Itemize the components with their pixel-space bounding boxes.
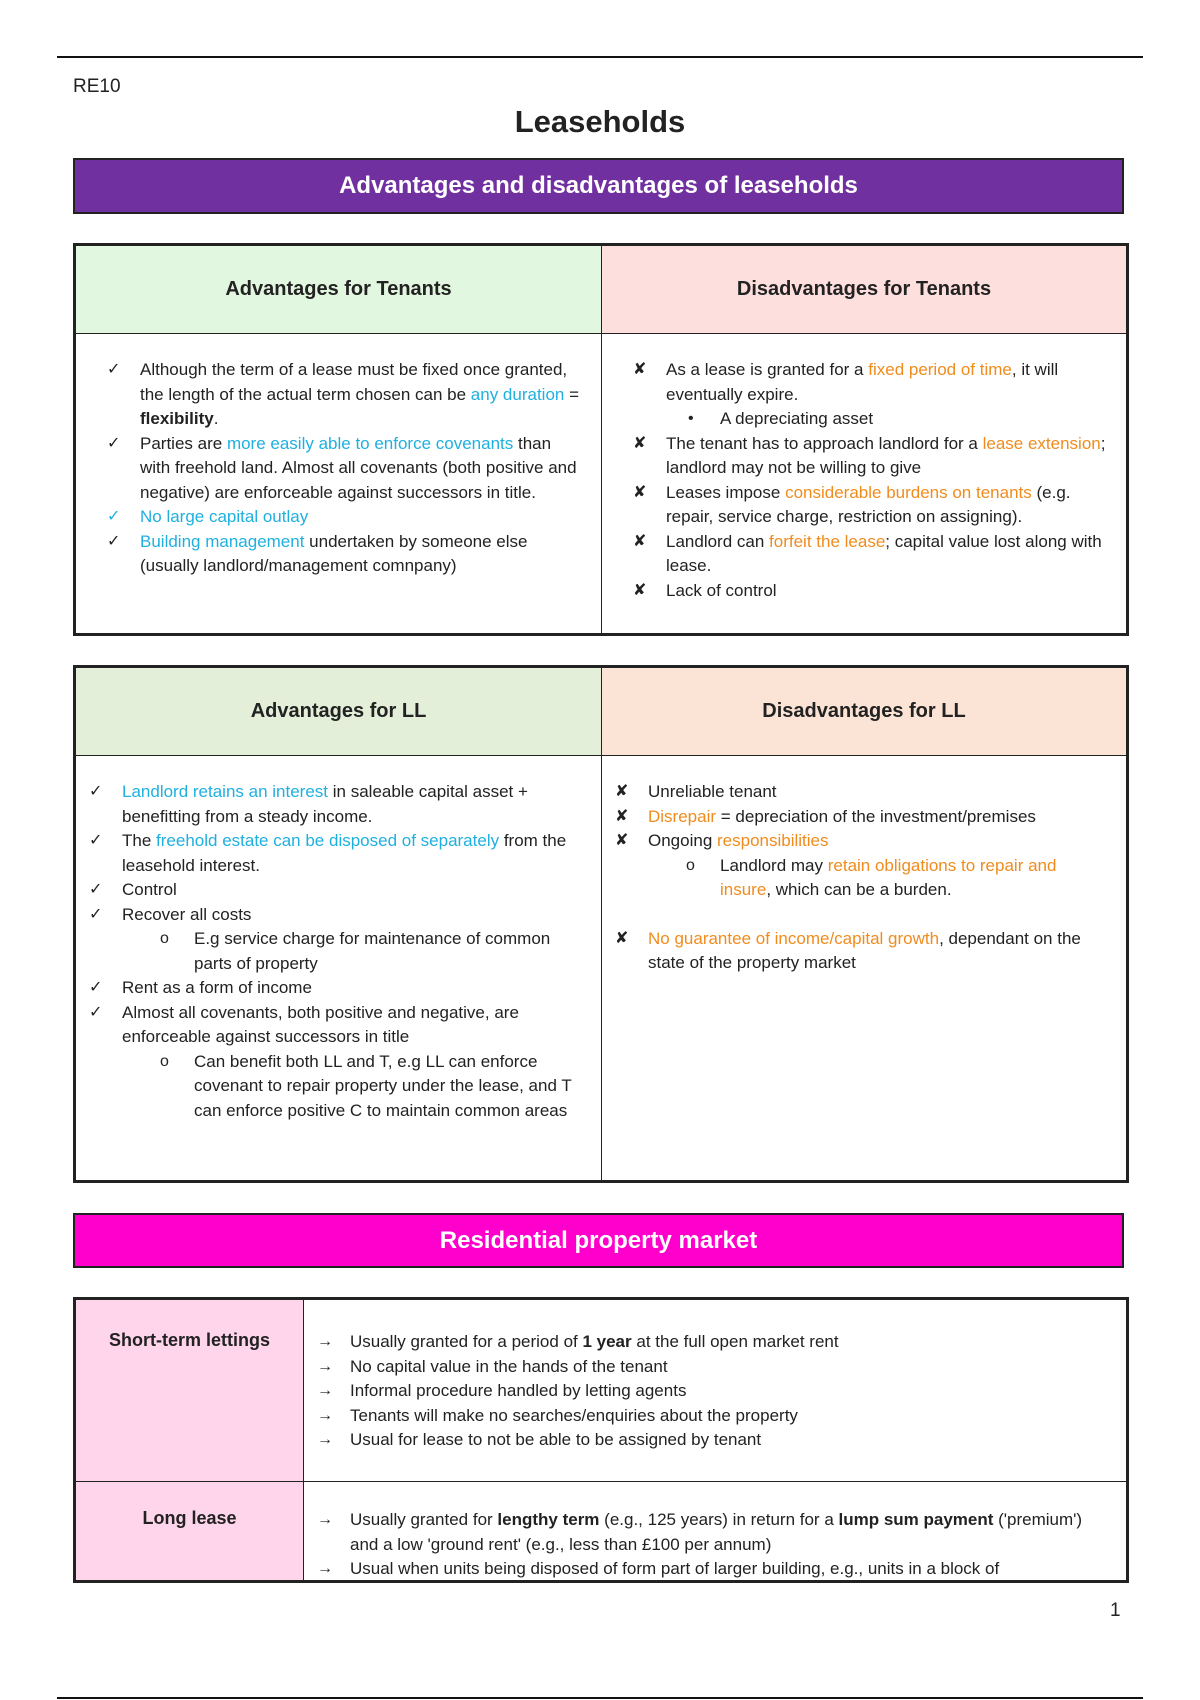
- check-icon: ✓: [89, 783, 103, 800]
- advantages-ll-cell: [76, 756, 602, 1181]
- header-disadvantages-ll: [602, 668, 1127, 756]
- item-text: ('premium') and a low 'ground rent' (e.g., less than £100 per annum): [350, 1510, 1083, 1554]
- item-text: Although the term of a lease must be fixed once granted, the length of the actual term chosen can be: [140, 360, 568, 404]
- item-text: Control: [122, 880, 177, 899]
- item-text: Ongoing: [648, 831, 717, 850]
- section-banner-advantages: [73, 158, 1124, 214]
- residential-table: [73, 1297, 1129, 1583]
- check-icon: ✓: [107, 532, 121, 550]
- arrow-icon: →: [317, 1406, 333, 1424]
- landlord-table: [73, 665, 1129, 1183]
- item-text: Landlord can: [666, 531, 770, 551]
- highlight-text: No large capital outlay: [140, 507, 309, 526]
- item-text: As a lease is granted for a: [666, 360, 869, 379]
- bold-text: lump sum payment: [838, 1510, 994, 1529]
- highlight-text: responsibilities: [717, 831, 829, 850]
- page-title: Leaseholds: [514, 104, 686, 139]
- short-term-cell: [304, 1300, 1127, 1482]
- circle-bullet-icon: o: [160, 1052, 169, 1070]
- bold-text: lengthy term: [497, 1510, 600, 1529]
- item-text: Usual for lease to not be able to be assigned by tenant: [350, 1430, 762, 1449]
- header-label: Disadvantages for Tenants: [736, 278, 992, 300]
- header-advantages-tenants: [76, 246, 602, 334]
- item-text: =: [564, 384, 580, 404]
- list-item: [89, 1001, 585, 1050]
- item-text: The: [122, 831, 157, 850]
- highlight-text: Building management: [140, 531, 305, 551]
- highlight-text: retain obligations to repair and insure: [720, 855, 1057, 899]
- item-text: Usually granted for: [350, 1510, 498, 1529]
- item-text: ; capital value lost along with lease.: [666, 531, 1102, 575]
- list-item: [633, 530, 1108, 579]
- disadvantages-ll-cell: [602, 756, 1127, 1181]
- section-banner-residential: [73, 1213, 1124, 1268]
- list-item: [317, 1428, 1110, 1453]
- item-text: , dependant on the state of the property market: [648, 928, 1081, 972]
- row-label: Short-term lettings: [108, 1330, 270, 1350]
- item-text: Unreliable tenant: [648, 782, 777, 801]
- highlight-text: forfeit the lease: [769, 531, 886, 551]
- check-icon: ✓: [89, 1003, 103, 1021]
- header-label: Advantages for LL: [250, 700, 427, 722]
- header-label: Advantages for Tenants: [225, 278, 452, 300]
- item-text: Lack of control: [666, 580, 777, 600]
- highlight-text: No guarantee of income/capital growth: [648, 928, 940, 948]
- item-text: undertaken by someone else (usually landlord/management comnpany): [140, 531, 528, 575]
- check-icon: ✓: [107, 434, 121, 452]
- highlight-text: fixed period of time: [868, 360, 1012, 379]
- cross-icon: ✘: [615, 929, 629, 947]
- list-item: [615, 780, 1108, 805]
- highlight-text: any duration: [470, 384, 565, 404]
- row-label: Long lease: [142, 1508, 237, 1528]
- item-text: (e.g. repair, service charge, restriction on assigning).: [666, 482, 1071, 526]
- sub-list-item: [122, 1050, 585, 1124]
- highlight-text: freehold estate can be disposed of separately: [156, 831, 500, 850]
- top-rule: [57, 56, 1143, 58]
- check-icon: ✓: [107, 361, 121, 378]
- list-item: [107, 432, 581, 506]
- item-text: = depreciation of the investment/premises: [716, 806, 1036, 826]
- item-text: E.g service charge for maintenance of common parts of property: [194, 929, 551, 973]
- item-text: Can benefit both LL and T, e.g LL can enforce covenant to repair property under the lease, and T can enforce positive C to maintain common areas: [194, 1051, 572, 1120]
- item-text: Landlord may: [720, 855, 828, 875]
- list-item: [107, 530, 581, 579]
- list-item: [89, 780, 585, 829]
- bullet-icon: •: [688, 410, 694, 427]
- item-text: Usually granted for a period of: [350, 1332, 583, 1351]
- banner-text: Residential property market: [439, 1227, 758, 1254]
- check-icon: ✓: [89, 832, 103, 849]
- highlight-text: more easily able to enforce covenants: [226, 433, 514, 453]
- header-label: Disadvantages for LL: [762, 700, 966, 722]
- course-code: RE10: [73, 76, 121, 97]
- arrow-icon: →: [317, 1511, 333, 1528]
- item-text: Parties are: [140, 433, 227, 453]
- highlight-text: lease extension: [982, 433, 1101, 453]
- long-lease-cell: [304, 1482, 1127, 1581]
- cross-icon: ✘: [615, 832, 629, 849]
- sub-list-item: [122, 927, 585, 976]
- banner-text: Advantages and disadvantages of leaseholds: [339, 172, 858, 199]
- check-icon: ✓: [89, 881, 103, 898]
- arrow-icon: →: [317, 1382, 333, 1399]
- cross-icon: ✘: [633, 581, 647, 599]
- highlight-text: considerable burdens on tenants: [785, 482, 1032, 502]
- list-item: [89, 903, 585, 928]
- list-item: [633, 432, 1108, 481]
- list-item: [615, 927, 1108, 976]
- list-item: [615, 829, 1108, 854]
- item-text: .: [213, 409, 219, 428]
- list-item: [317, 1508, 1110, 1557]
- item-text: , it will eventually expire.: [666, 360, 1059, 404]
- arrow-icon: →: [317, 1333, 333, 1350]
- bold-text: 1 year: [582, 1332, 632, 1351]
- arrow-icon: →: [317, 1431, 333, 1448]
- list-item: [317, 1355, 1110, 1380]
- header-advantages-ll: [76, 668, 602, 756]
- tenants-table: [73, 243, 1129, 636]
- highlight-text: Landlord retains an interest: [122, 782, 329, 801]
- list-item: [317, 1404, 1110, 1429]
- list-item: [107, 505, 581, 530]
- item-text: Almost all covenants, both positive and negative, are enforceable against successors in title: [122, 1002, 519, 1046]
- arrow-icon: →: [317, 1357, 333, 1375]
- item-text: Recover all costs: [122, 904, 252, 924]
- list-item: [317, 1557, 1110, 1580]
- item-text: Rent as a form of income: [122, 978, 312, 997]
- check-icon: ✓: [89, 979, 103, 996]
- advantages-tenants-cell: [76, 334, 602, 634]
- sub-list-item: [666, 407, 1108, 432]
- item-text: in saleable capital asset + benefitting from a steady income.: [122, 782, 528, 826]
- item-text: Leases impose: [666, 482, 786, 502]
- header-disadvantages-tenants: [602, 246, 1127, 334]
- list-item: [633, 481, 1108, 530]
- sub-list-item: [648, 854, 1108, 903]
- item-text: The tenant has to approach landlord for a: [666, 433, 983, 453]
- list-item: [633, 358, 1108, 407]
- page-number: 1: [1110, 1600, 1121, 1621]
- bottom-rule: [57, 1697, 1143, 1699]
- circle-bullet-icon: o: [160, 930, 169, 947]
- list-item: [317, 1379, 1110, 1404]
- list-item: [107, 358, 581, 432]
- item-text: No capital value in the hands of the tenant: [350, 1356, 668, 1376]
- row-label-long-lease: [76, 1482, 304, 1581]
- item-text: Informal procedure handled by letting agents: [350, 1381, 687, 1400]
- cross-icon: ✘: [633, 483, 647, 501]
- cross-icon: ✘: [633, 532, 647, 550]
- row-label-short-term: [76, 1300, 304, 1482]
- item-text: (e.g., 125 years) in return for a: [599, 1510, 839, 1529]
- bold-text: flexibility: [140, 409, 214, 428]
- disadvantages-tenants-cell: [602, 334, 1127, 634]
- list-item: [89, 878, 585, 903]
- item-text: than with freehold land. Almost all covenants (both positive and negative) are enforceable against successors in title.: [140, 433, 577, 502]
- item-text: , which can be a burden.: [766, 880, 952, 899]
- list-item: [317, 1330, 1110, 1355]
- check-icon: ✓: [89, 905, 103, 923]
- item-text: from the leasehold interest.: [122, 831, 567, 875]
- arrow-icon: →: [317, 1560, 333, 1577]
- item-text: Usual when units being disposed of form part of larger building, e.g., units in a block of: [350, 1559, 1000, 1578]
- check-icon: ✓: [107, 508, 121, 525]
- item-text: ; landlord may not be willing to give: [666, 433, 1106, 477]
- highlight-text: Disrepair: [648, 806, 717, 826]
- cross-icon: ✘: [633, 361, 647, 378]
- cross-icon: ✘: [633, 434, 647, 452]
- cross-icon: ✘: [615, 807, 629, 825]
- item-text: Tenants will make no searches/enquiries about the property: [350, 1405, 798, 1425]
- list-item: [633, 579, 1108, 604]
- item-text: A depreciating asset: [720, 409, 874, 428]
- list-item: [615, 805, 1108, 830]
- list-item: [89, 829, 585, 878]
- circle-bullet-icon: o: [686, 856, 695, 874]
- item-text: at the full open market rent: [631, 1332, 839, 1351]
- list-item: [89, 976, 585, 1001]
- cross-icon: ✘: [615, 783, 629, 800]
